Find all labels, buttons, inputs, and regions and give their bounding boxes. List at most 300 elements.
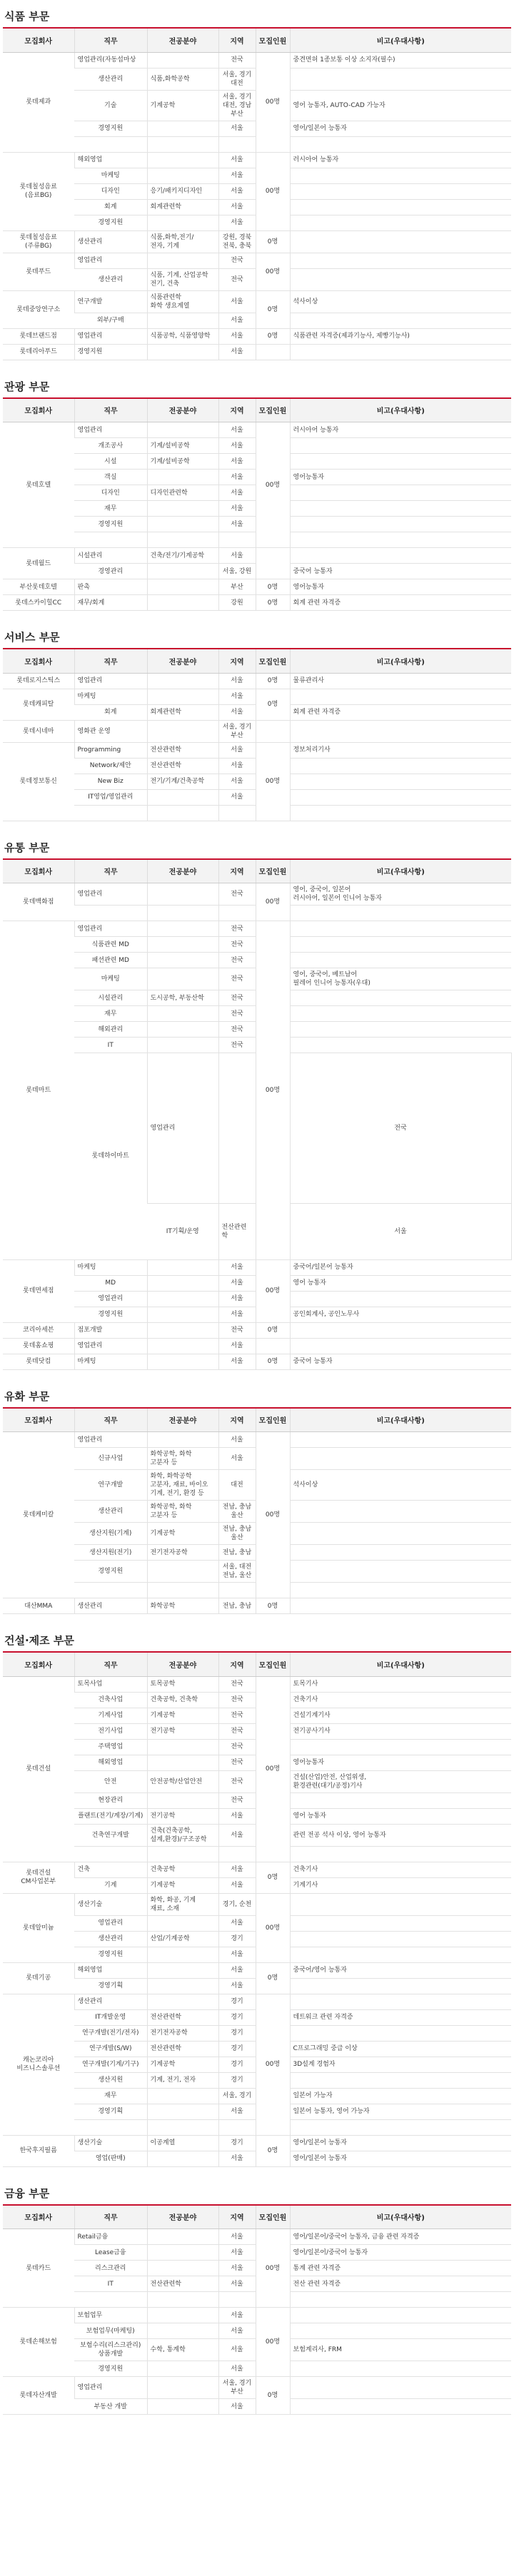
column-header: 지역: [218, 1652, 256, 1676]
region-cell: 서울: [218, 501, 256, 517]
major-cell: 전기공학: [147, 1723, 218, 1739]
region-cell: 서울: [218, 1808, 256, 1824]
job-cell: 플랜트(전기/계장/기계): [74, 1808, 147, 1824]
company-cell: 롯데브랜드점: [3, 328, 74, 344]
major-cell: [147, 2088, 218, 2104]
note-cell: [290, 1006, 511, 1022]
headcount-cell: 00명: [256, 1259, 290, 1322]
job-cell: 영업관리: [74, 253, 147, 268]
job-cell: 영업관리: [74, 422, 147, 438]
job-cell: 영업관리: [74, 921, 147, 937]
company-cell: 캐논코리아 비즈니스솔루션: [3, 1994, 74, 2135]
note-cell: [290, 2292, 511, 2308]
job-cell: 생산기술: [74, 2135, 147, 2151]
table-row: [3, 548, 511, 564]
major-cell: 식품, 기계, 산업공학 전기, 건축: [147, 268, 218, 290]
table-row: [3, 1432, 511, 1448]
section-title: [3, 370, 511, 397]
job-cell: 생산지원: [74, 2072, 147, 2088]
region-cell: 전남, 충남: [218, 1598, 256, 1614]
job-cell: [74, 2292, 147, 2308]
major-cell: 화학공학, 화학 고분자 등: [147, 1448, 218, 1470]
job-cell: 생산관리: [74, 1931, 147, 1947]
column-header: 모집인원: [256, 859, 290, 883]
major-cell: [147, 1354, 218, 1369]
job-cell: Lease금융: [74, 2245, 147, 2261]
note-cell: [290, 921, 511, 937]
region-cell: 서울: [218, 1275, 256, 1291]
note-cell: [290, 1739, 511, 1755]
job-cell: IT영업/영업관리: [74, 789, 147, 805]
note-cell: [290, 548, 511, 564]
major-cell: 전산관련학: [147, 2276, 218, 2292]
note-cell: [290, 1523, 511, 1545]
headcount-cell: 00명: [256, 742, 290, 821]
region-cell: 서울: [218, 2104, 256, 2119]
note-cell: 일본어 가능자: [290, 2088, 511, 2104]
job-cell: 연구개발(전기/전자): [74, 2025, 147, 2041]
region-cell: 전남, 충남: [218, 1545, 256, 1561]
job-cell: 경영지원: [74, 517, 147, 532]
major-cell: [147, 121, 218, 136]
major-cell: [147, 720, 218, 742]
major-cell: [147, 1022, 218, 1038]
note-cell: [290, 438, 511, 454]
note-cell: [290, 230, 511, 253]
headcount-cell: 00명: [256, 1432, 290, 1598]
job-cell: 마케팅: [74, 689, 147, 704]
job-cell: 리스크관리: [74, 2261, 147, 2276]
job-cell: 생산기술: [74, 1893, 147, 1915]
note-cell: [290, 1545, 511, 1561]
job-cell: 해외영업: [74, 152, 147, 168]
job-cell: 디자인: [74, 183, 147, 199]
region-cell: 서울: [218, 1862, 256, 1877]
column-header: 직무: [74, 28, 147, 52]
region-cell: 서울: [218, 2323, 256, 2339]
region-cell: 서울: [218, 168, 256, 183]
headcount-cell: [256, 720, 290, 742]
major-cell: [147, 313, 218, 328]
job-cell: 신규사업: [74, 1448, 147, 1470]
headcount-cell: 0명: [256, 290, 290, 328]
job-cell: 마케팅: [74, 1259, 147, 1275]
column-header: 직무: [74, 859, 147, 883]
headcount-cell: 00명: [256, 52, 290, 152]
table-row: [3, 921, 511, 937]
column-header: 비고(우대사항): [290, 1652, 511, 1676]
job-cell: 경영기획: [74, 1978, 147, 1994]
headcount-cell: 0명: [256, 1962, 290, 1994]
major-cell: 기계공학: [147, 1523, 218, 1545]
major-cell: 기계/설비공학: [147, 454, 218, 470]
job-cell: 영업관리: [74, 1432, 147, 1448]
region-cell: 서울: [218, 1824, 256, 1846]
job-cell: 안전: [74, 1770, 147, 1792]
note-cell: 일본어 능통자, 영어 가능자: [290, 2104, 511, 2119]
job-cell: 개조공사: [74, 438, 147, 454]
region-cell: 서울: [218, 1947, 256, 1962]
region-cell: 경기: [218, 1931, 256, 1947]
region-cell: 서울, 경기 대전, 경남 부산: [218, 90, 256, 121]
job-cell: 연구개발(S/W): [74, 2041, 147, 2057]
job-cell: 영업관리: [74, 1915, 147, 1931]
major-cell: [147, 805, 218, 821]
company-cell: 롯데홈쇼핑: [3, 1338, 74, 1354]
job-cell: 생산관리: [74, 68, 147, 90]
column-header: 모집회사: [3, 649, 74, 673]
region-cell: 전국: [218, 883, 256, 906]
table-row: [3, 1598, 511, 1614]
recruitment-table: [3, 2204, 511, 2415]
region-cell: 전국: [218, 1739, 256, 1755]
note-cell: [290, 313, 511, 328]
region-cell: 서울, 경기: [218, 2088, 256, 2104]
job-cell: 디자인: [74, 485, 147, 501]
job-cell: 현장관리: [74, 1792, 147, 1808]
column-header: 모집회사: [3, 28, 74, 52]
major-cell: 토목공학: [147, 1676, 218, 1692]
major-cell: 전기/기계/건축공학: [147, 774, 218, 789]
region-cell: 전국: [218, 990, 256, 1006]
note-cell: [290, 906, 511, 921]
headcount-cell: 0명: [256, 595, 290, 611]
table-header-row: [3, 1408, 511, 1432]
region-cell: 전국: [218, 968, 256, 990]
job-cell: 회계: [74, 704, 147, 720]
region-cell: 서울: [218, 438, 256, 454]
major-cell: 건축공학, 건축학: [147, 1692, 218, 1708]
job-cell: 주택영업: [74, 1739, 147, 1755]
job-cell: 생산관리: [74, 1994, 147, 2009]
major-cell: 디자인관련학: [147, 485, 218, 501]
table-header-row: [3, 859, 511, 883]
note-cell: [290, 253, 511, 268]
section-title: [3, 831, 511, 858]
major-cell: [147, 517, 218, 532]
headcount-cell: 00명: [256, 422, 290, 548]
company-cell: 롯데칠성음료 (주류BG): [3, 230, 74, 253]
region-cell: 전국: [218, 1723, 256, 1739]
column-header: 모집인원: [256, 1652, 290, 1676]
region-cell: 전국: [218, 1770, 256, 1792]
major-cell: [147, 2399, 218, 2415]
company-cell: 롯데시네마: [3, 720, 74, 742]
table-row: [3, 1354, 511, 1369]
company-cell: 롯데정보통신: [3, 742, 74, 821]
major-cell: 식품공학, 식품영양학: [147, 328, 218, 344]
note-cell: [290, 485, 511, 501]
note-cell: [290, 2025, 511, 2041]
note-cell: 영어 능통자: [290, 1808, 511, 1824]
job-cell: 토목사업: [74, 1676, 147, 1692]
major-cell: [147, 1291, 218, 1307]
region-cell: [218, 805, 256, 821]
region-cell: 서울: [218, 1448, 256, 1470]
major-cell: 전기공학: [147, 1808, 218, 1824]
major-cell: [147, 921, 218, 937]
region-cell: 전국: [218, 253, 256, 268]
region-cell: 서울: [218, 422, 256, 438]
major-cell: 전기전자공학: [147, 1545, 218, 1561]
job-cell: Programming: [74, 742, 147, 758]
table-row: [3, 422, 511, 438]
note-cell: [290, 2361, 511, 2377]
major-cell: 전산관련학: [147, 2041, 218, 2057]
table-row: [3, 2377, 511, 2399]
headcount-cell: 0명: [256, 673, 290, 689]
region-cell: 전남, 충남 울산: [218, 1523, 256, 1545]
note-cell: [290, 1561, 511, 1583]
headcount-cell: [256, 344, 290, 360]
job-cell: 재무/회계: [74, 595, 147, 611]
headcount-cell: [256, 548, 290, 579]
major-cell: [147, 1583, 218, 1598]
region-cell: 서울: [218, 1877, 256, 1893]
recruitment-table: [3, 1407, 511, 1615]
major-cell: [147, 152, 218, 168]
note-cell: 데트워크 관련 자격증: [290, 2009, 511, 2025]
major-cell: [147, 1915, 218, 1931]
company-cell: 롯데카드: [3, 2229, 74, 2308]
job-cell: 기계: [74, 1877, 147, 1893]
major-cell: [147, 906, 218, 921]
company-cell: 롯데건설 CM사업본부: [3, 1862, 74, 1893]
headcount-cell: 00명: [256, 253, 290, 290]
major-cell: [147, 883, 218, 906]
major-cell: [147, 2245, 218, 2261]
column-header: 지역: [218, 649, 256, 673]
section-title: [3, 2177, 511, 2204]
job-cell: 해외관리: [74, 1022, 147, 1038]
column-header: 모집인원: [256, 28, 290, 52]
job-cell: 시설관리: [74, 990, 147, 1006]
note-cell: [290, 2399, 511, 2415]
company-cell: 롯데칠성음료 (음료BG): [3, 152, 74, 230]
company-cell: 롯데스카이힐CC: [3, 595, 74, 611]
region-cell: 서울, 강원: [218, 564, 256, 579]
column-header: 모집회사: [3, 2205, 74, 2229]
note-cell: 중견면허 1종보통 이상 소지자(필수): [290, 52, 511, 68]
region-cell: 서울: [218, 774, 256, 789]
region-cell: 서울: [218, 758, 256, 774]
job-cell: 해외영업: [74, 1962, 147, 1978]
note-cell: 건축기사: [290, 1692, 511, 1708]
major-cell: [147, 1755, 218, 1770]
note-cell: 전산 관련 자격증: [290, 2276, 511, 2292]
job-cell: Retail금융: [74, 2229, 147, 2245]
company-cell: 롯데손해보험: [3, 2308, 74, 2377]
note-cell: [290, 1947, 511, 1962]
major-cell: 식품,화학,전기/ 전자, 기계: [147, 230, 218, 253]
region-cell: 서울: [218, 199, 256, 215]
region-cell: 경기: [218, 2072, 256, 2088]
region-cell: 전국: [218, 1708, 256, 1723]
note-cell: 전기공사기사: [290, 1723, 511, 1739]
job-cell: 영업관리: [74, 673, 147, 689]
note-cell: 중국어/일본어 능통자: [290, 1259, 511, 1275]
major-cell: [147, 937, 218, 953]
note-cell: 식품관련 자격증(제과기능사, 제빵기능사): [290, 328, 511, 344]
note-cell: [290, 2308, 511, 2323]
note-cell: 석사이상: [290, 1470, 511, 1501]
region-cell: 서울, 경기 대전: [218, 68, 256, 90]
major-cell: [147, 2308, 218, 2323]
region-cell: 강원, 경북 전북, 충북: [218, 230, 256, 253]
note-cell: 3D설계 경험자: [290, 2057, 511, 2072]
company-cell: 롯데월드: [3, 548, 74, 579]
job-cell: 경영기획: [74, 2104, 147, 2119]
region-cell: 서울: [218, 2399, 256, 2415]
job-cell: 회계: [74, 199, 147, 215]
note-cell: 영어/일본어 능통자: [290, 2135, 511, 2151]
major-cell: 기계공학: [147, 1877, 218, 1893]
region-cell: 서울: [218, 517, 256, 532]
major-cell: [147, 422, 218, 438]
region-cell: [218, 136, 256, 152]
job-cell: 영업관리: [74, 1338, 147, 1354]
note-cell: [290, 758, 511, 774]
region-cell: 부산: [218, 579, 256, 595]
job-cell: 전기사업: [74, 1723, 147, 1739]
major-cell: [147, 253, 218, 268]
job-cell: 경영지원: [74, 121, 147, 136]
job-cell: 보험업무(마케팅): [74, 2323, 147, 2339]
column-header: 전공분야: [147, 859, 218, 883]
major-cell: 수학, 통계학: [147, 2339, 218, 2361]
region-cell: 서울: [218, 152, 256, 168]
job-cell: 마케팅: [74, 968, 147, 990]
note-cell: 토목기사: [290, 1676, 511, 1692]
note-cell: [290, 2323, 511, 2339]
note-cell: [290, 720, 511, 742]
major-cell: [147, 564, 218, 579]
column-header: 전공분야: [147, 649, 218, 673]
headcount-cell: 00명: [256, 1676, 290, 1862]
major-cell: 회계관련학: [147, 199, 218, 215]
job-cell: 재무: [74, 2088, 147, 2104]
column-header: 비고(우대사항): [290, 2205, 511, 2229]
major-cell: [147, 52, 218, 68]
note-cell: [290, 454, 511, 470]
headcount-cell: 0명: [256, 1354, 290, 1369]
note-cell: 영어 능통자: [290, 1275, 511, 1291]
region-cell: 경기: [218, 2135, 256, 2151]
note-cell: [290, 2072, 511, 2088]
job-cell: 경영지원: [74, 344, 147, 360]
table-row: [3, 253, 511, 268]
column-header: 모집인원: [256, 649, 290, 673]
region-cell: 서울: [218, 2361, 256, 2377]
major-cell: [147, 595, 218, 611]
major-cell: [147, 789, 218, 805]
section-title-text: 유화 부문: [4, 1389, 50, 1403]
table-row: [3, 579, 511, 595]
headcount-cell: 0명: [256, 1322, 290, 1338]
region-cell: 전국: [218, 953, 256, 968]
job-cell: 점포개발: [74, 1322, 147, 1338]
region-cell: [218, 1583, 256, 1598]
major-cell: 전산관련학: [147, 758, 218, 774]
column-header: 지역: [218, 2205, 256, 2229]
region-cell: 전국: [290, 1053, 511, 1204]
region-cell: 서울: [218, 2261, 256, 2276]
company-cell: 롯데건설: [3, 1676, 74, 1862]
job-cell: 보험업무: [74, 2308, 147, 2323]
note-cell: [290, 937, 511, 953]
table-row: [3, 344, 511, 360]
company-cell: 코리아세븐: [3, 1322, 74, 1338]
major-cell: [147, 579, 218, 595]
job-cell: 영업관리: [147, 1053, 218, 1204]
note-cell: [290, 789, 511, 805]
major-cell: [147, 968, 218, 990]
company-cell: 롯데리아푸드: [3, 344, 74, 360]
major-cell: [218, 1053, 256, 1204]
job-cell: 생산관리: [74, 1598, 147, 1614]
major-cell: 전산관련학: [147, 742, 218, 758]
table-row: [3, 152, 511, 168]
job-cell: 경영지원: [74, 2361, 147, 2377]
region-cell: 서울: [290, 1203, 511, 1259]
note-cell: [290, 199, 511, 215]
column-header: 모집인원: [256, 2205, 290, 2229]
recruitment-table: [3, 27, 511, 360]
note-cell: [290, 268, 511, 290]
table-header-row: [3, 398, 511, 422]
note-cell: [290, 1338, 511, 1354]
job-cell: 외부/구매: [74, 313, 147, 328]
major-cell: [147, 2323, 218, 2339]
column-header: 모집인원: [256, 1408, 290, 1432]
region-cell: 강원: [218, 595, 256, 611]
company-cell: 한국후지필름: [3, 2135, 74, 2166]
job-cell: 영업관리: [74, 328, 147, 344]
major-cell: [147, 2104, 218, 2119]
headcount-cell: 00명: [256, 2308, 290, 2377]
region-cell: 서울: [218, 1978, 256, 1994]
major-cell: [147, 1962, 218, 1978]
region-cell: 경기, 순천: [218, 1893, 256, 1915]
region-cell: 서울: [218, 470, 256, 485]
note-cell: [290, 183, 511, 199]
region-cell: 서울: [218, 2245, 256, 2261]
region-cell: 서울: [218, 704, 256, 720]
note-cell: 러시아어 능통자: [290, 152, 511, 168]
job-cell: 객실: [74, 470, 147, 485]
major-cell: 회계관련학: [147, 704, 218, 720]
table-row: [3, 673, 511, 689]
headcount-cell: 0명: [256, 1598, 290, 1614]
table-row: [3, 328, 511, 344]
table-row: [3, 2308, 511, 2323]
major-cell: 안전공학/산업안전: [147, 1770, 218, 1792]
column-header: 지역: [218, 28, 256, 52]
column-header: 비고(우대사항): [290, 28, 511, 52]
column-header: 직무: [74, 1652, 147, 1676]
column-header: 지역: [218, 398, 256, 422]
major-cell: [147, 215, 218, 230]
note-cell: [290, 168, 511, 183]
headcount-cell: 00명: [256, 1893, 290, 1962]
company-cell: 롯데중앙연구소: [3, 290, 74, 328]
major-cell: 기계, 전기, 전자: [147, 2072, 218, 2088]
major-cell: [147, 1561, 218, 1583]
region-cell: 서울: [218, 689, 256, 704]
major-cell: [147, 532, 218, 548]
company-cell: 롯데호텔: [3, 422, 74, 548]
job-cell: 연구개발: [74, 290, 147, 313]
